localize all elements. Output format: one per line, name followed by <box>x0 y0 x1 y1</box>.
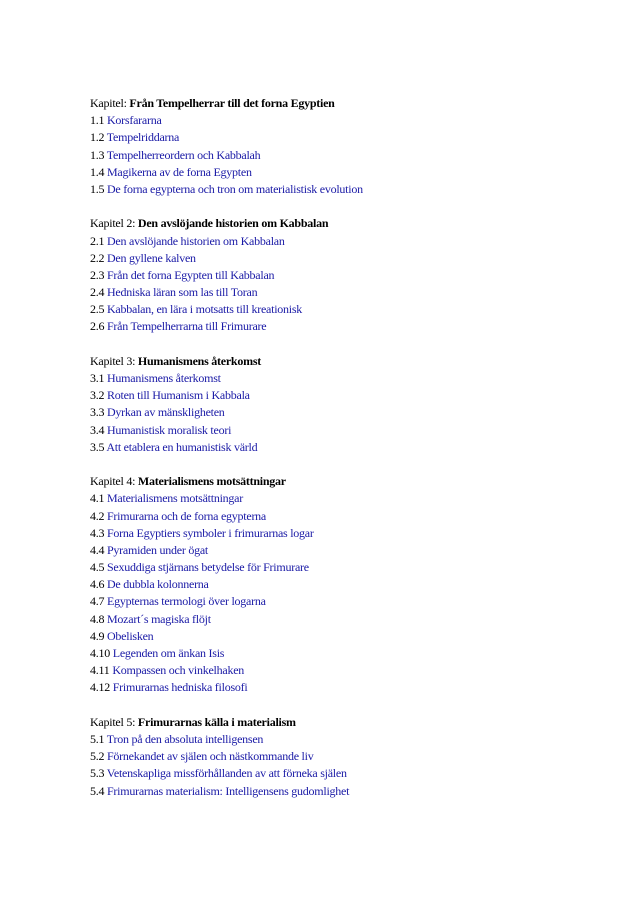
chapter-2 <box>90 215 610 335</box>
chapter-prefix: Kapitel 5: <box>90 714 138 729</box>
chapter-heading <box>90 473 610 490</box>
toc-entry <box>90 542 610 559</box>
toc-entry <box>90 318 610 335</box>
chapter-3 <box>90 353 610 456</box>
entry-number: 3.5 <box>90 439 107 454</box>
entry-number: 2.3 <box>90 267 107 282</box>
entry-number: 3.2 <box>90 388 107 403</box>
chapter-title: Den avslöjande historien om Kabbalan <box>137 216 329 231</box>
chapter-prefix: Kapitel 4: <box>90 474 138 489</box>
chapter-prefix: Kapitel 2: <box>90 216 138 231</box>
entry-link[interactable]: Från det forna Egypten till Kabbalan <box>107 267 275 282</box>
toc-entry <box>90 422 610 439</box>
toc-entry <box>90 129 610 146</box>
entry-number: 2.2 <box>90 250 107 265</box>
chapter-title: Från Tempelherrar till det forna Egyptien <box>129 96 335 110</box>
entry-link[interactable]: Frimurarnas materialism: Intelligensens gudomlighet <box>107 783 350 798</box>
entry-link[interactable]: Dyrkan av mänskligheten <box>107 405 225 420</box>
chapter-prefix: Kapitel: <box>90 96 130 110</box>
entry-number: 1.5 <box>90 181 107 196</box>
entry-link[interactable]: Humanistisk moralisk teori <box>107 422 232 437</box>
toc-entry <box>90 439 610 456</box>
entry-link[interactable]: Den gyllene kalven <box>107 250 196 265</box>
entry-link[interactable]: Mozart´s magiska flöjt <box>107 611 211 626</box>
toc-entry <box>90 559 610 576</box>
entry-link[interactable]: De dubbla kolonnerna <box>107 577 209 592</box>
entry-number: 1.4 <box>90 164 107 179</box>
entry-link[interactable]: Obelisken <box>107 628 154 643</box>
entry-number: 4.9 <box>90 628 107 643</box>
entry-link[interactable]: Forna Egyptiers symboler i frimurarnas logar <box>107 525 314 540</box>
entry-number: 1.2 <box>90 130 107 145</box>
toc-entry <box>90 731 610 748</box>
chapter-1 <box>90 95 610 198</box>
chapter-title: Humanismens återkomst <box>137 353 261 368</box>
toc-entry <box>90 490 610 507</box>
entry-link[interactable]: Hedniska läran som las till Toran <box>107 285 258 300</box>
entry-link[interactable]: Legenden om änkan Isis <box>112 646 225 660</box>
entry-number: 4.5 <box>90 560 107 575</box>
entry-number: 4.1 <box>90 491 107 506</box>
entry-link[interactable]: Egypternas termologi över logarna <box>107 594 266 609</box>
toc-entry <box>90 370 610 387</box>
toc-entry <box>90 628 610 645</box>
entry-number: 2.6 <box>90 319 107 334</box>
entry-link[interactable]: Från Tempelherrarna till Frimurare <box>107 319 267 334</box>
toc-entry <box>90 765 610 782</box>
entry-number: 4.8 <box>90 611 107 626</box>
entry-link[interactable]: De forna egypterna och tron om materialistisk evolution <box>107 181 363 196</box>
entry-link[interactable]: Vetenskapliga missförhållanden av att förneka själen <box>106 766 347 781</box>
toc-entry <box>90 233 610 250</box>
entry-number: 1.1 <box>90 113 107 128</box>
entry-link[interactable]: Förnekandet av själen och nästkommande liv <box>107 749 314 764</box>
entry-number: 4.4 <box>90 542 107 557</box>
entry-number: 1.3 <box>90 147 107 162</box>
toc-entry <box>90 284 610 301</box>
toc-entry <box>90 147 610 164</box>
entry-link[interactable]: Sexuddiga stjärnans betydelse för Frimurare <box>107 560 309 575</box>
toc-entry <box>90 250 610 267</box>
entry-link[interactable]: Materialismens motsättningar <box>107 491 243 506</box>
entry-number: 5.2 <box>90 749 107 764</box>
toc-entry <box>90 748 610 765</box>
toc-entry <box>90 679 610 696</box>
toc-entry <box>90 404 610 421</box>
entry-number: 4.7 <box>90 594 107 609</box>
entry-number: 4.11 <box>90 663 113 678</box>
toc-entry <box>90 387 610 404</box>
entry-number: 2.1 <box>90 233 107 248</box>
entry-number: 3.4 <box>90 422 107 437</box>
entry-number: 5.3 <box>90 766 107 781</box>
entry-link[interactable]: Humanismens återkomst <box>107 371 221 385</box>
chapter-title: Materialismens motsättningar <box>137 474 286 489</box>
chapter-heading <box>90 353 610 370</box>
toc-entry <box>90 576 610 593</box>
toc-entry <box>90 301 610 318</box>
table-of-contents <box>90 95 610 817</box>
chapter-title: Frimurarnas källa i materialism <box>137 714 296 729</box>
entry-link[interactable]: Tempelriddarna <box>106 130 180 145</box>
chapter-5 <box>90 714 610 800</box>
toc-entry <box>90 112 610 129</box>
entry-link[interactable]: Frimurarnas hedniska filosofi <box>112 680 248 695</box>
entry-link[interactable]: Pyramiden under ögat <box>107 542 208 557</box>
entry-link[interactable]: Magikerna av de forna Egypten <box>107 164 252 179</box>
toc-entry <box>90 783 610 800</box>
entry-number: 2.5 <box>90 302 107 317</box>
chapter-4 <box>90 473 610 696</box>
toc-entry <box>90 662 610 679</box>
entry-link[interactable]: Roten till Humanism i Kabbala <box>107 388 250 403</box>
entry-number: 4.6 <box>90 577 107 592</box>
entry-link[interactable]: Frimurarna och de forna egypterna <box>107 508 267 523</box>
toc-entry <box>90 645 610 662</box>
entry-number: 2.4 <box>90 285 107 300</box>
toc-entry <box>90 164 610 181</box>
entry-link[interactable]: Kabbalan, en lära i motsatts till kreationisk <box>107 302 303 317</box>
toc-entry <box>90 508 610 525</box>
entry-link[interactable]: Korsfararna <box>107 113 162 128</box>
entry-link[interactable]: Den avslöjande historien om Kabbalan <box>107 233 285 248</box>
chapter-heading <box>90 215 610 232</box>
entry-number: 4.12 <box>90 680 113 695</box>
entry-number: 5.1 <box>90 731 107 746</box>
chapter-prefix: Kapitel 3: <box>90 353 138 368</box>
toc-entry <box>90 267 610 284</box>
toc-entry <box>90 611 610 628</box>
toc-entry <box>90 181 610 198</box>
entry-number: 4.10 <box>90 646 113 660</box>
entry-number: 3.1 <box>90 371 107 385</box>
toc-entry <box>90 525 610 542</box>
entry-link[interactable]: Tron på den absoluta intelligensen <box>106 731 264 746</box>
entry-number: 5.4 <box>90 783 107 798</box>
entry-link[interactable]: Kompassen och vinkelhaken <box>112 663 245 678</box>
chapter-heading <box>90 714 610 731</box>
entry-number: 4.3 <box>90 525 107 540</box>
entry-number: 4.2 <box>90 508 107 523</box>
entry-number: 3.3 <box>90 405 107 420</box>
chapter-heading <box>90 95 610 112</box>
entry-link[interactable]: Att etablera en humanistisk värld <box>106 439 258 454</box>
toc-entry <box>90 593 610 610</box>
entry-link[interactable]: Tempelherreordern och Kabbalah <box>106 147 261 162</box>
